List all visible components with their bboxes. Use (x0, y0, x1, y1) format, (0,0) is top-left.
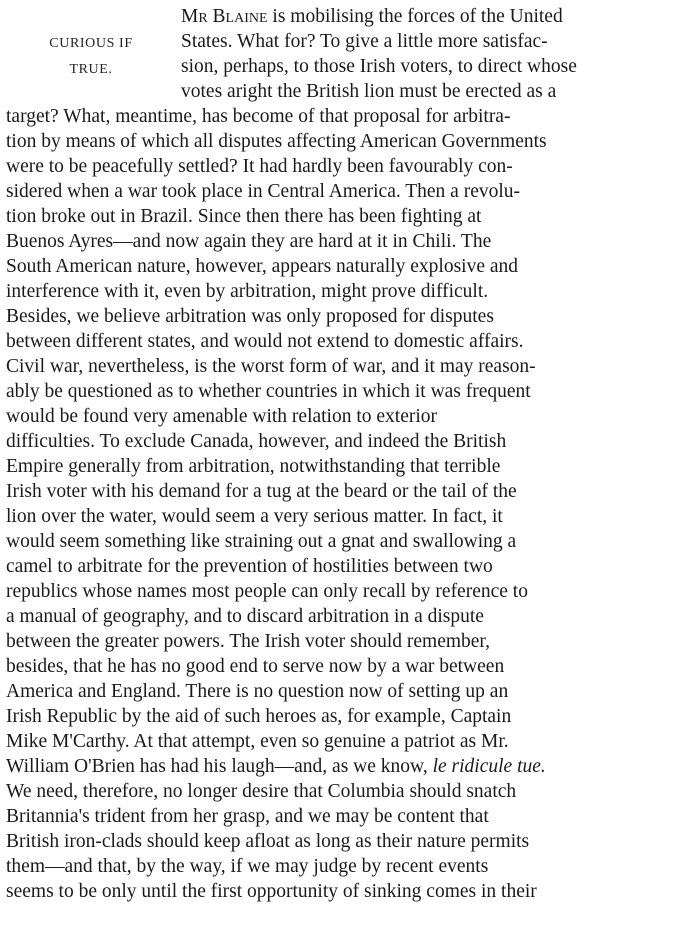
text-line: would seem something like straining out a gnat and swallowing a (6, 531, 517, 552)
text-line: between different states, and would not extend to domestic affairs. (6, 331, 524, 352)
text-line: We need, therefore, no longer desire that Columbia should snatch (6, 781, 517, 802)
text-line: votes aright the British lion must be erected as a (181, 81, 557, 102)
text-line: sidered when a war took place in Central America. Then a revolu- (6, 181, 521, 202)
text-line: America and England. There is no question now of setting up an (6, 681, 509, 702)
text-line: a manual of geography, and to discard arbitration in a dispute (6, 606, 484, 627)
side-heading-line: CURIOUS IF (49, 36, 133, 51)
text-line: Irish Republic by the aid of such heroes as, for example, Captain (6, 706, 512, 727)
text-line: besides, that he has no good end to serve now by a war between (6, 656, 505, 677)
text-line: William O'Brien has had his laugh—and, as we know, le ridicule tue. (6, 756, 546, 777)
text-line: between the greater powers. The Irish voter should remember, (6, 631, 491, 652)
text-line: would be found very amenable with relation to exterior (6, 406, 438, 427)
text-line: lion over the water, would seem a very serious matter. In fact, it (6, 506, 503, 527)
text-line: Britannia's trident from her grasp, and we may be content that (6, 806, 489, 827)
text-line: Irish voter with his demand for a tug at the beard or the tail of the (6, 481, 517, 502)
text-line: British iron-clads should keep afloat as long as their nature permits (6, 831, 530, 852)
text-line: Empire generally from arbitration, notwithstanding that terrible (6, 456, 501, 477)
text-line: them—and that, by the way, if we may judge by recent events (6, 856, 489, 877)
text-line: South American nature, however, appears naturally explosive and (6, 256, 519, 277)
text-line: target? What, meantime, has become of that proposal for arbitra- (6, 106, 511, 127)
text-line: Civil war, nevertheless, is the worst form of war, and it may reason- (6, 356, 536, 377)
italic-phrase: le ridicule tue. (432, 756, 546, 777)
text-line: republics whose names most people can only recall by reference to (6, 581, 528, 602)
text-line: Buenos Ayres—and now again they are hard at it in Chili. The (6, 231, 492, 252)
text-line: tion broke out in Brazil. Since then there has been fighting at (6, 206, 482, 227)
side-heading-line: TRUE. (69, 62, 113, 77)
text-line: difficulties. To exclude Canada, however, and indeed the British (6, 431, 507, 452)
text-line: sion, perhaps, to those Irish voters, to direct whose (181, 56, 577, 77)
text-line: Mike M'Carthy. At that attempt, even so genuine a patriot as Mr. (6, 731, 509, 752)
side-heading (12, 31, 170, 83)
text-line: ably be questioned as to whether countries in which it was frequent (6, 381, 531, 402)
text-line: States. What for? To give a little more satisfac- (181, 31, 548, 52)
text-line: camel to arbitrate for the prevention of hostilities between two (6, 556, 493, 577)
text-line: were to be peacefully settled? It had hardly been favourably con- (6, 156, 513, 177)
text-line: seems to be only until the first opportunity of sinking comes in their (6, 881, 537, 902)
text-line: Besides, we believe arbitration was only proposed for disputes (6, 306, 494, 327)
text-line: tion by means of which all disputes affecting American Governments (6, 131, 547, 152)
drop-name: Mr Blaine (181, 6, 268, 27)
text-line: interference with it, even by arbitration, might prove difficult. (6, 281, 489, 302)
text-line: Mr Blaine is mobilising the forces of the United (181, 6, 563, 27)
